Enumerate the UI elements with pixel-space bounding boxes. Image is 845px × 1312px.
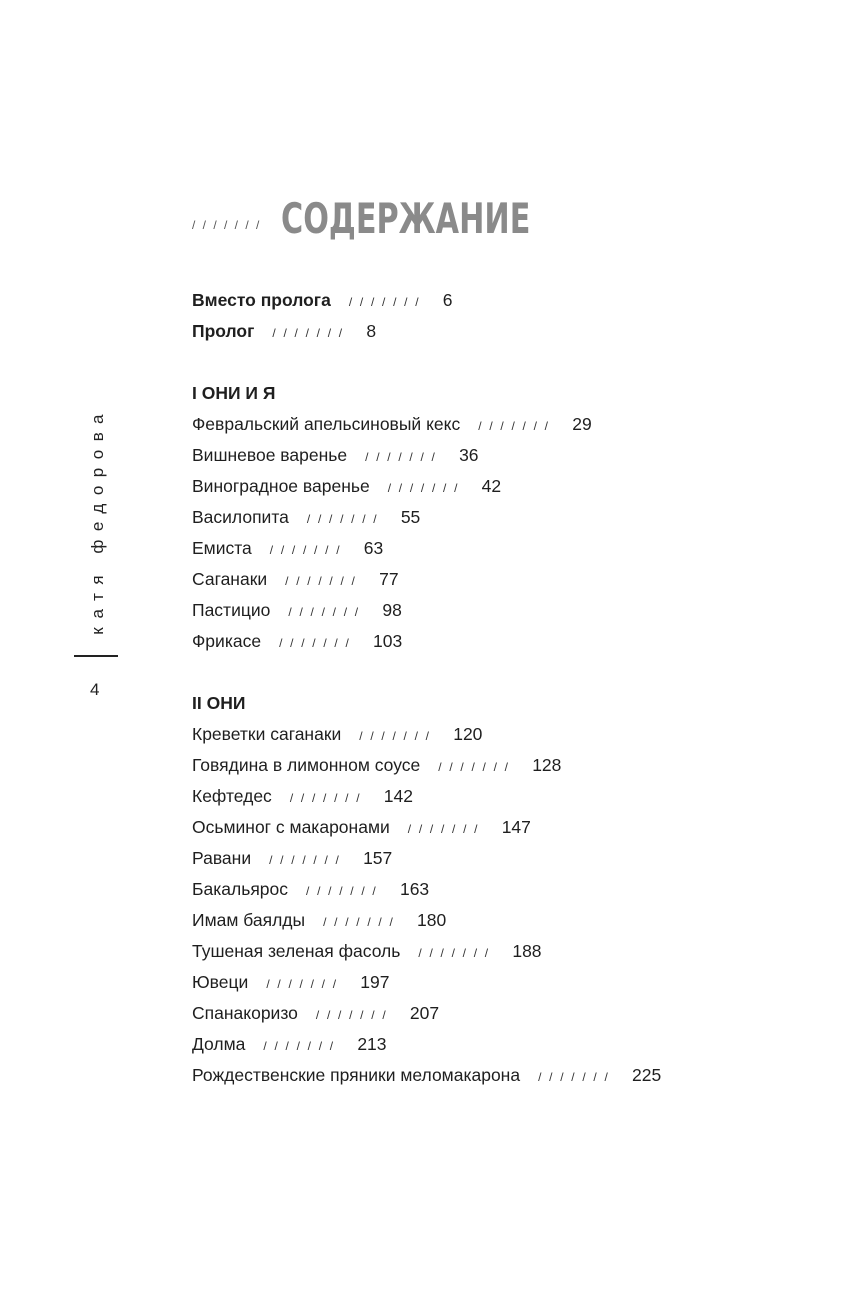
entry-separator: / / / / / / / xyxy=(438,760,511,774)
entry-page: 42 xyxy=(481,476,502,496)
entry-separator: / / / / / / / xyxy=(306,884,378,898)
entry-page: 180 xyxy=(417,910,447,930)
page-number: 4 xyxy=(90,680,100,699)
entry-page: 213 xyxy=(357,1034,387,1054)
entry-separator: / / / / / / / xyxy=(266,977,339,991)
entry-page: 188 xyxy=(512,941,542,961)
entry-page: 147 xyxy=(501,817,531,837)
section-1 xyxy=(192,378,812,657)
entry-title: Саганаки xyxy=(192,569,268,589)
entry-separator: / / / / / / / xyxy=(306,512,379,526)
entry-title: Василопита xyxy=(192,507,289,527)
toc-entry[interactable] xyxy=(192,440,812,471)
author-name: катя федорова xyxy=(88,406,107,635)
entry-separator: / / / / / / / xyxy=(538,1070,611,1084)
toc-entry[interactable] xyxy=(192,781,812,812)
entry-page: 29 xyxy=(572,414,592,434)
toc-entry[interactable] xyxy=(192,905,812,936)
entry-title: Ювеци xyxy=(192,972,249,992)
entry-separator: / / / / / / / xyxy=(407,822,480,836)
entry-title: Виноградное варенье xyxy=(192,476,370,496)
toc-entry[interactable] xyxy=(192,998,812,1029)
entry-title: Тушеная зеленая фасоль xyxy=(192,941,401,961)
entry-page: 6 xyxy=(442,290,453,310)
entry-title: Рождественские пряники меломакарона xyxy=(192,1065,521,1085)
entry-page: 103 xyxy=(373,631,403,651)
entry-separator: / / / / / / / xyxy=(269,543,342,557)
intro-group xyxy=(192,285,812,347)
toc-entry[interactable] xyxy=(192,1060,812,1091)
page-header xyxy=(192,190,628,243)
entry-separator: / / / / / / / xyxy=(315,1008,388,1022)
toc-entry[interactable] xyxy=(192,471,812,502)
entry-title: Вишневое варенье xyxy=(192,445,348,465)
entry-page: 98 xyxy=(382,600,402,620)
toc-entry[interactable] xyxy=(192,626,812,657)
entry-separator: / / / / / / / xyxy=(348,295,421,309)
entry-title: Равани xyxy=(192,848,252,868)
title-slashes: / / / / / / / xyxy=(192,218,262,232)
entry-title: Долма xyxy=(192,1034,246,1054)
entry-separator: / / / / / / / xyxy=(263,1039,336,1053)
entry-page: 225 xyxy=(632,1065,662,1085)
entry-separator: / / / / / / / xyxy=(285,574,358,588)
toc-entry[interactable] xyxy=(192,750,812,781)
toc-entry[interactable] xyxy=(192,874,812,905)
entry-title: Пролог xyxy=(192,321,255,341)
entry-page: 77 xyxy=(379,569,399,589)
entry-separator: / / / / / / / xyxy=(418,946,491,960)
entry-separator: / / / / / / / xyxy=(478,419,551,433)
toc-entry[interactable] xyxy=(192,502,812,533)
entry-title: Фрикасе xyxy=(192,631,262,651)
entry-page: 197 xyxy=(360,972,390,992)
entry-separator: / / / / / / / xyxy=(289,791,362,805)
section-heading: II ОНИ xyxy=(192,693,246,713)
entry-page: 8 xyxy=(366,321,377,341)
toc-entry[interactable] xyxy=(192,533,812,564)
entry-page: 128 xyxy=(532,755,562,775)
toc-entry[interactable] xyxy=(192,812,812,843)
entry-separator: / / / / / / / xyxy=(323,915,396,929)
toc-entry[interactable] xyxy=(192,564,812,595)
entry-separator: / / / / / / / xyxy=(279,636,352,650)
page-title: СОДЕРЖАНИЕ xyxy=(281,194,531,243)
toc-entry[interactable] xyxy=(192,936,812,967)
section-heading: I ОНИ И Я xyxy=(192,383,276,403)
toc-entry[interactable] xyxy=(192,285,812,316)
entry-page: 142 xyxy=(383,786,413,806)
toc-entry[interactable] xyxy=(192,595,812,626)
section-2 xyxy=(192,688,812,1091)
entry-separator: / / / / / / / xyxy=(365,450,438,464)
toc-entry[interactable] xyxy=(192,719,812,750)
entry-title: Говядина в лимонном соусе xyxy=(192,755,421,775)
entry-title: Бакальярос xyxy=(192,879,289,899)
toc-entry[interactable] xyxy=(192,1029,812,1060)
toc-entry[interactable] xyxy=(192,409,812,440)
entry-page: 120 xyxy=(453,724,483,744)
entry-title: Кефтедес xyxy=(192,786,272,806)
entry-separator: / / / / / / / xyxy=(269,853,342,867)
entry-separator: / / / / / / / xyxy=(359,729,432,743)
entry-title: Февральский апельсиновый кекс xyxy=(192,414,461,434)
entry-page: 55 xyxy=(400,507,421,527)
entry-page: 36 xyxy=(459,445,479,465)
toc-entry[interactable] xyxy=(192,843,812,874)
entry-page: 207 xyxy=(409,1003,440,1023)
entry-title: Пастицио xyxy=(192,600,271,620)
entry-title: Спанакоризо xyxy=(192,1003,298,1023)
entry-separator: / / / / / / / xyxy=(272,326,345,340)
margin-rule xyxy=(74,655,118,657)
entry-title: Имам баялды xyxy=(192,910,306,930)
entry-page: 163 xyxy=(399,879,430,899)
entry-page: 63 xyxy=(363,538,384,558)
toc-entry[interactable] xyxy=(192,967,812,998)
entry-title: Емиста xyxy=(192,538,252,558)
entry-title: Вместо пролога xyxy=(192,290,331,310)
toc-entry[interactable] xyxy=(192,316,812,347)
table-of-contents xyxy=(192,285,812,1091)
entry-title: Креветки саганаки xyxy=(192,724,342,744)
entry-page: 157 xyxy=(363,848,393,868)
entry-title: Осьминог с макаронами xyxy=(192,817,390,837)
entry-separator: / / / / / / / xyxy=(288,605,361,619)
entry-separator: / / / / / / / xyxy=(387,481,460,495)
